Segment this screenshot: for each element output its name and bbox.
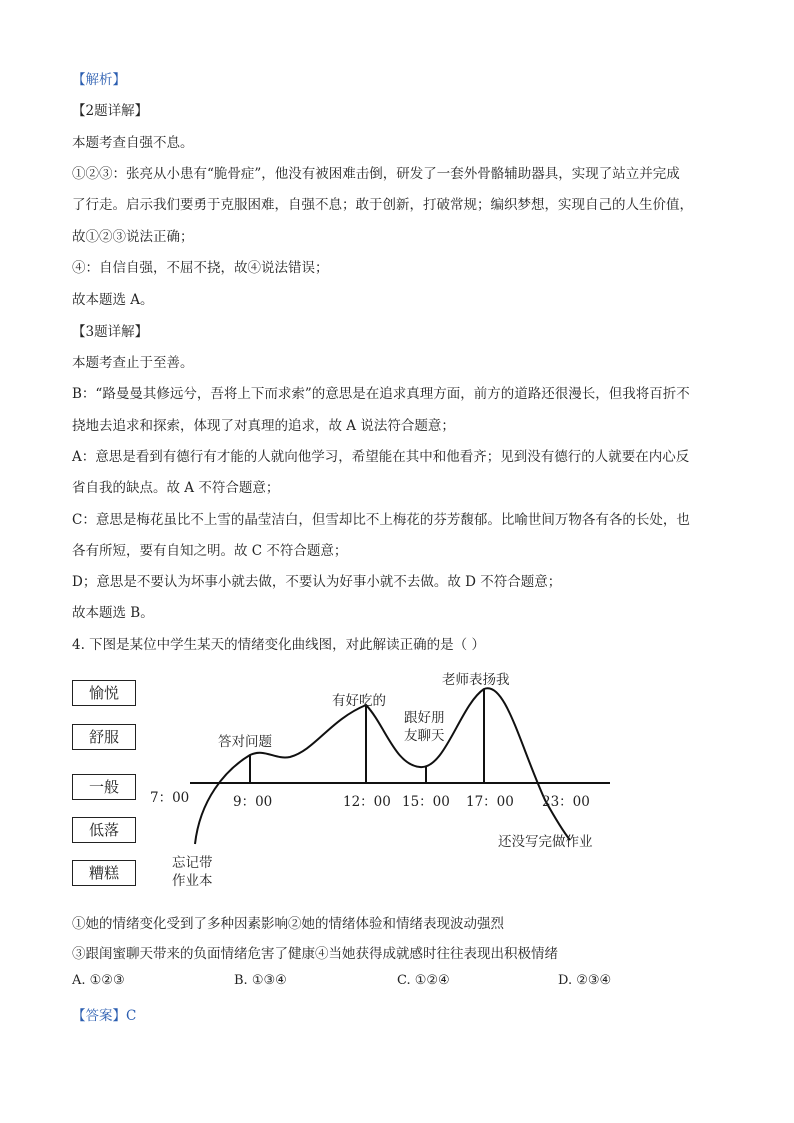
q2-para-2: ④：自信自强，不屈不挠，故④说法错误； bbox=[72, 260, 329, 276]
q4-statements: ③跟闺蜜聊天带来的负面情绪危害了健康④当她获得成就感时往往表现出积极情绪 bbox=[72, 946, 558, 962]
q3-intro: 本题考查止于至善。 bbox=[72, 355, 194, 371]
q4-answer: 【答案】C bbox=[72, 1008, 137, 1024]
mood-level-label: 一般 bbox=[72, 774, 136, 800]
annotation-homework: 还没写完做作业 bbox=[498, 834, 593, 850]
q3-b-line: B：“路曼曼其修远兮，吾将上下而求索”的意思是在追求真理方面，前方的道路还很漫长，但我将百折不 bbox=[72, 386, 690, 402]
q3-d-line: D；意思是不要认为坏事小就去做，不要认为好事小就不去做。故 D 不符合题意； bbox=[72, 574, 562, 590]
mood-level-label: 舒服 bbox=[72, 724, 136, 750]
annotation-teacher: 老师表扬我 bbox=[442, 672, 510, 688]
q3-c-line: 各有所短，要有自知之明。故 C 不符合题意； bbox=[72, 543, 348, 559]
time-tick-label: 7：00 bbox=[150, 790, 190, 806]
annotation-friend: 跟好朋 bbox=[404, 710, 445, 726]
time-tick-label: 23：00 bbox=[542, 794, 590, 810]
annotation-answer: 答对问题 bbox=[218, 734, 272, 750]
q2-para-line: ①②③：张亮从小患有“脆骨症”，他没有被困难击倒，研发了一套外骨骼辅助器具，实现了站立并完成 bbox=[72, 166, 680, 182]
option-c: C. ①②④ bbox=[397, 973, 450, 988]
mood-curve bbox=[195, 688, 570, 844]
q4-statements: ①她的情绪变化受到了多种因素影响②她的情绪体验和情绪表现波动强烈 bbox=[72, 916, 504, 932]
annotation-food: 有好吃的 bbox=[332, 693, 386, 709]
mood-level-label: 糟糕 bbox=[72, 860, 136, 886]
q3-a-line: 省自我的缺点。故 A 不符合题意； bbox=[72, 480, 280, 496]
annotation-wake: 忘记带 bbox=[172, 855, 213, 871]
q2-intro: 本题考查自强不息。 bbox=[72, 135, 194, 151]
q2-para-line: 了行走。启示我们要勇于克服困难，自强不息；敢于创新，打破常规；编织梦想，实现自己的人生价值， bbox=[72, 197, 693, 213]
q2-conclusion: 故本题选 A。 bbox=[72, 292, 154, 308]
annotation-wake: 作业本 bbox=[172, 873, 213, 889]
q3-conclusion: 故本题选 B。 bbox=[72, 605, 154, 621]
option-d: D. ②③④ bbox=[558, 973, 612, 988]
time-tick-label: 12：00 bbox=[343, 794, 391, 810]
section-title: 【解析】 bbox=[72, 72, 126, 88]
time-tick-label: 15：00 bbox=[402, 794, 450, 810]
q3-heading: 【3题详解】 bbox=[72, 324, 149, 340]
q4-stem: 4. 下图是某位中学生某天的情绪变化曲线图，对此解读正确的是（ ） bbox=[72, 637, 485, 653]
q3-c-line: C：意思是梅花虽比不上雪的晶莹洁白，但雪却比不上梅花的芬芳馥郁。比喻世间万物各有各的长处，也 bbox=[72, 512, 690, 528]
time-tick-label: 9：00 bbox=[233, 794, 273, 810]
annotation-friend: 友聊天 bbox=[404, 728, 445, 744]
q2-para-line: 故①②③说法正确； bbox=[72, 229, 194, 245]
option-a: A. ①②③ bbox=[72, 973, 125, 988]
time-tick-label: 17：00 bbox=[466, 794, 514, 810]
q2-heading: 【2题详解】 bbox=[72, 103, 149, 119]
option-b: B. ①③④ bbox=[234, 973, 287, 988]
q3-a-line: A：意思是看到有德行有才能的人就向他学习，希望能在其中和他看齐；见到没有德行的人就要在内心反 bbox=[72, 449, 690, 465]
q3-b-line: 挠地去追求和探索，体现了对真理的追求，故 A 说法符合题意； bbox=[72, 418, 455, 434]
mood-level-label: 愉悦 bbox=[72, 680, 136, 706]
mood-level-label: 低落 bbox=[72, 817, 136, 843]
